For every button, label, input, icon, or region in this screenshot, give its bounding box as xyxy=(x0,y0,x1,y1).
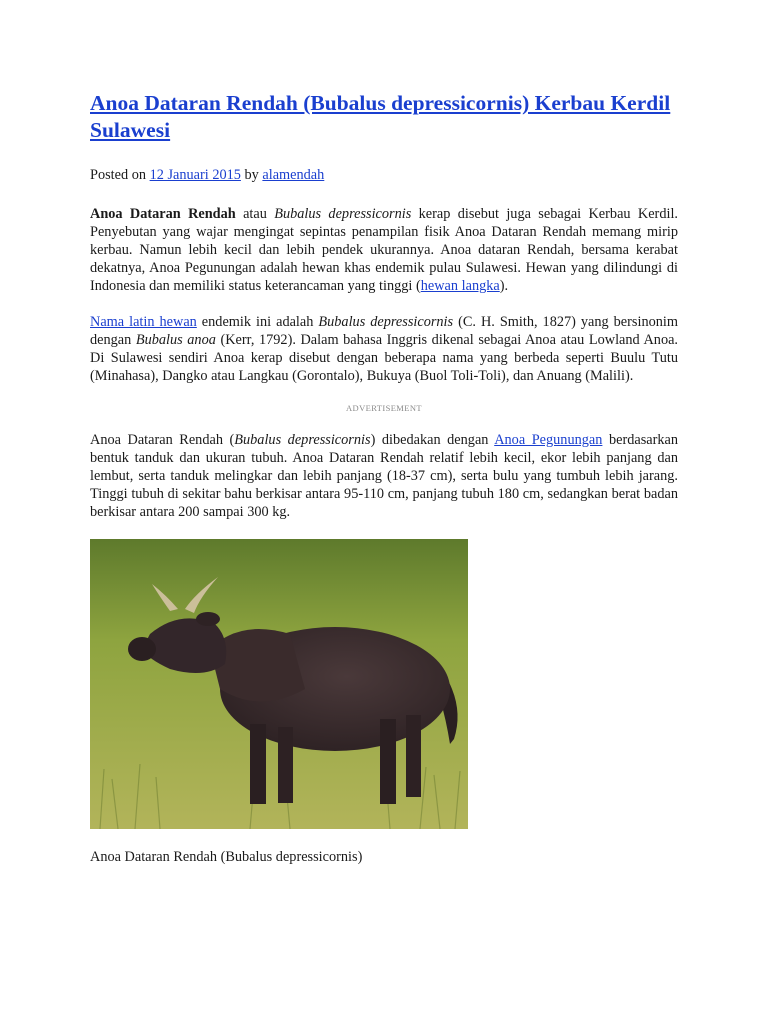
article-title-link[interactable]: Anoa Dataran Rendah (Bubalus depressicornis) Kerbau Kerdil Sulawesi xyxy=(90,91,671,142)
text-run: kerap disebut juga sebagai Kerbau Kerdil. Penyebutan yang wajar mengingat sepintas penampilan fisik Anoa Dataran Rendah memang mirip kerbau. Namun lebih kecil dan lebih pendek ukurannya. Anoa dataran Rendah, bersama kerabat dekatnya, Anoa Pegunungan adalah hewan khas endemik pulau Sulawesi. Hewan yang dilindungi di Indonesia dan memiliki status keterancaman yang tinggi ( xyxy=(90,206,678,294)
article-title[interactable] xyxy=(90,90,678,144)
scientific-name: Bubalus depressicornis xyxy=(234,432,371,448)
advertisement-label: ADVERTISEMENT xyxy=(346,403,422,413)
nama-latin-hewan-link[interactable]: Nama latin hewan xyxy=(90,314,197,330)
by-label: by xyxy=(244,167,259,183)
image-caption: Anoa Dataran Rendah (Bubalus depressicornis) xyxy=(90,849,363,865)
text-run: endemik ini adalah xyxy=(196,314,319,330)
hewan-langka-link[interactable]: hewan langka xyxy=(420,278,500,294)
anoa-photo xyxy=(90,539,468,829)
post-meta xyxy=(90,166,678,184)
text-run: ) dibedakan dengan xyxy=(370,432,495,448)
posted-on-label: Posted on xyxy=(90,167,147,183)
text-run: berdasarkan bentuk tanduk dan ukuran tubuh. Anoa Dataran Rendah relatif lebih kecil, ekor lebih panjang dan lembut, serta tanduk melingkar dan lebih panjang (18-37 cm), serta bulu yang tumbuh lebih jarang. Tinggi tubuh di sekitar bahu berkisar antara 95-110 cm, panjang tubuh 180 cm, sedangkan berat badan berkisar antara 200 sampai 300 kg. xyxy=(90,432,679,520)
author-link[interactable]: alamendah xyxy=(262,167,325,183)
scientific-name: Bubalus depressicornis xyxy=(274,206,412,222)
text-run: (C. H. Smith, 1827) yang bersinonim dengan xyxy=(90,314,678,348)
text-run: atau xyxy=(235,206,275,222)
text-run: (Kerr, 1792). Dalam bahasa Inggris dikenal sebagai Anoa atau Lowland Anoa. Di Sulawesi sendiri Anoa kerap disebut dengan beberapa nama yang berbeda seperti Buulu Tutu (Minahasa), Dangko atau Langkau (Gorontalo), Bukuya (Buol Toli-Toli), dan Anuang (Malili). xyxy=(90,332,679,384)
text-run: ). xyxy=(499,278,509,294)
text-run: Anoa Dataran Rendah ( xyxy=(90,432,235,448)
post-date-link[interactable]: 12 Januari 2015 xyxy=(149,167,241,183)
paragraph-intro xyxy=(90,205,678,295)
scientific-name: Bubalus depressicornis xyxy=(318,314,454,330)
paragraph-comparison xyxy=(90,431,678,521)
paragraph-latin-name xyxy=(90,313,678,385)
bold-lead: Anoa Dataran Rendah xyxy=(90,206,236,222)
synonym-name: Bubalus anoa xyxy=(135,332,216,348)
anoa-pegunungan-link[interactable]: Anoa Pegunungan xyxy=(494,432,603,448)
